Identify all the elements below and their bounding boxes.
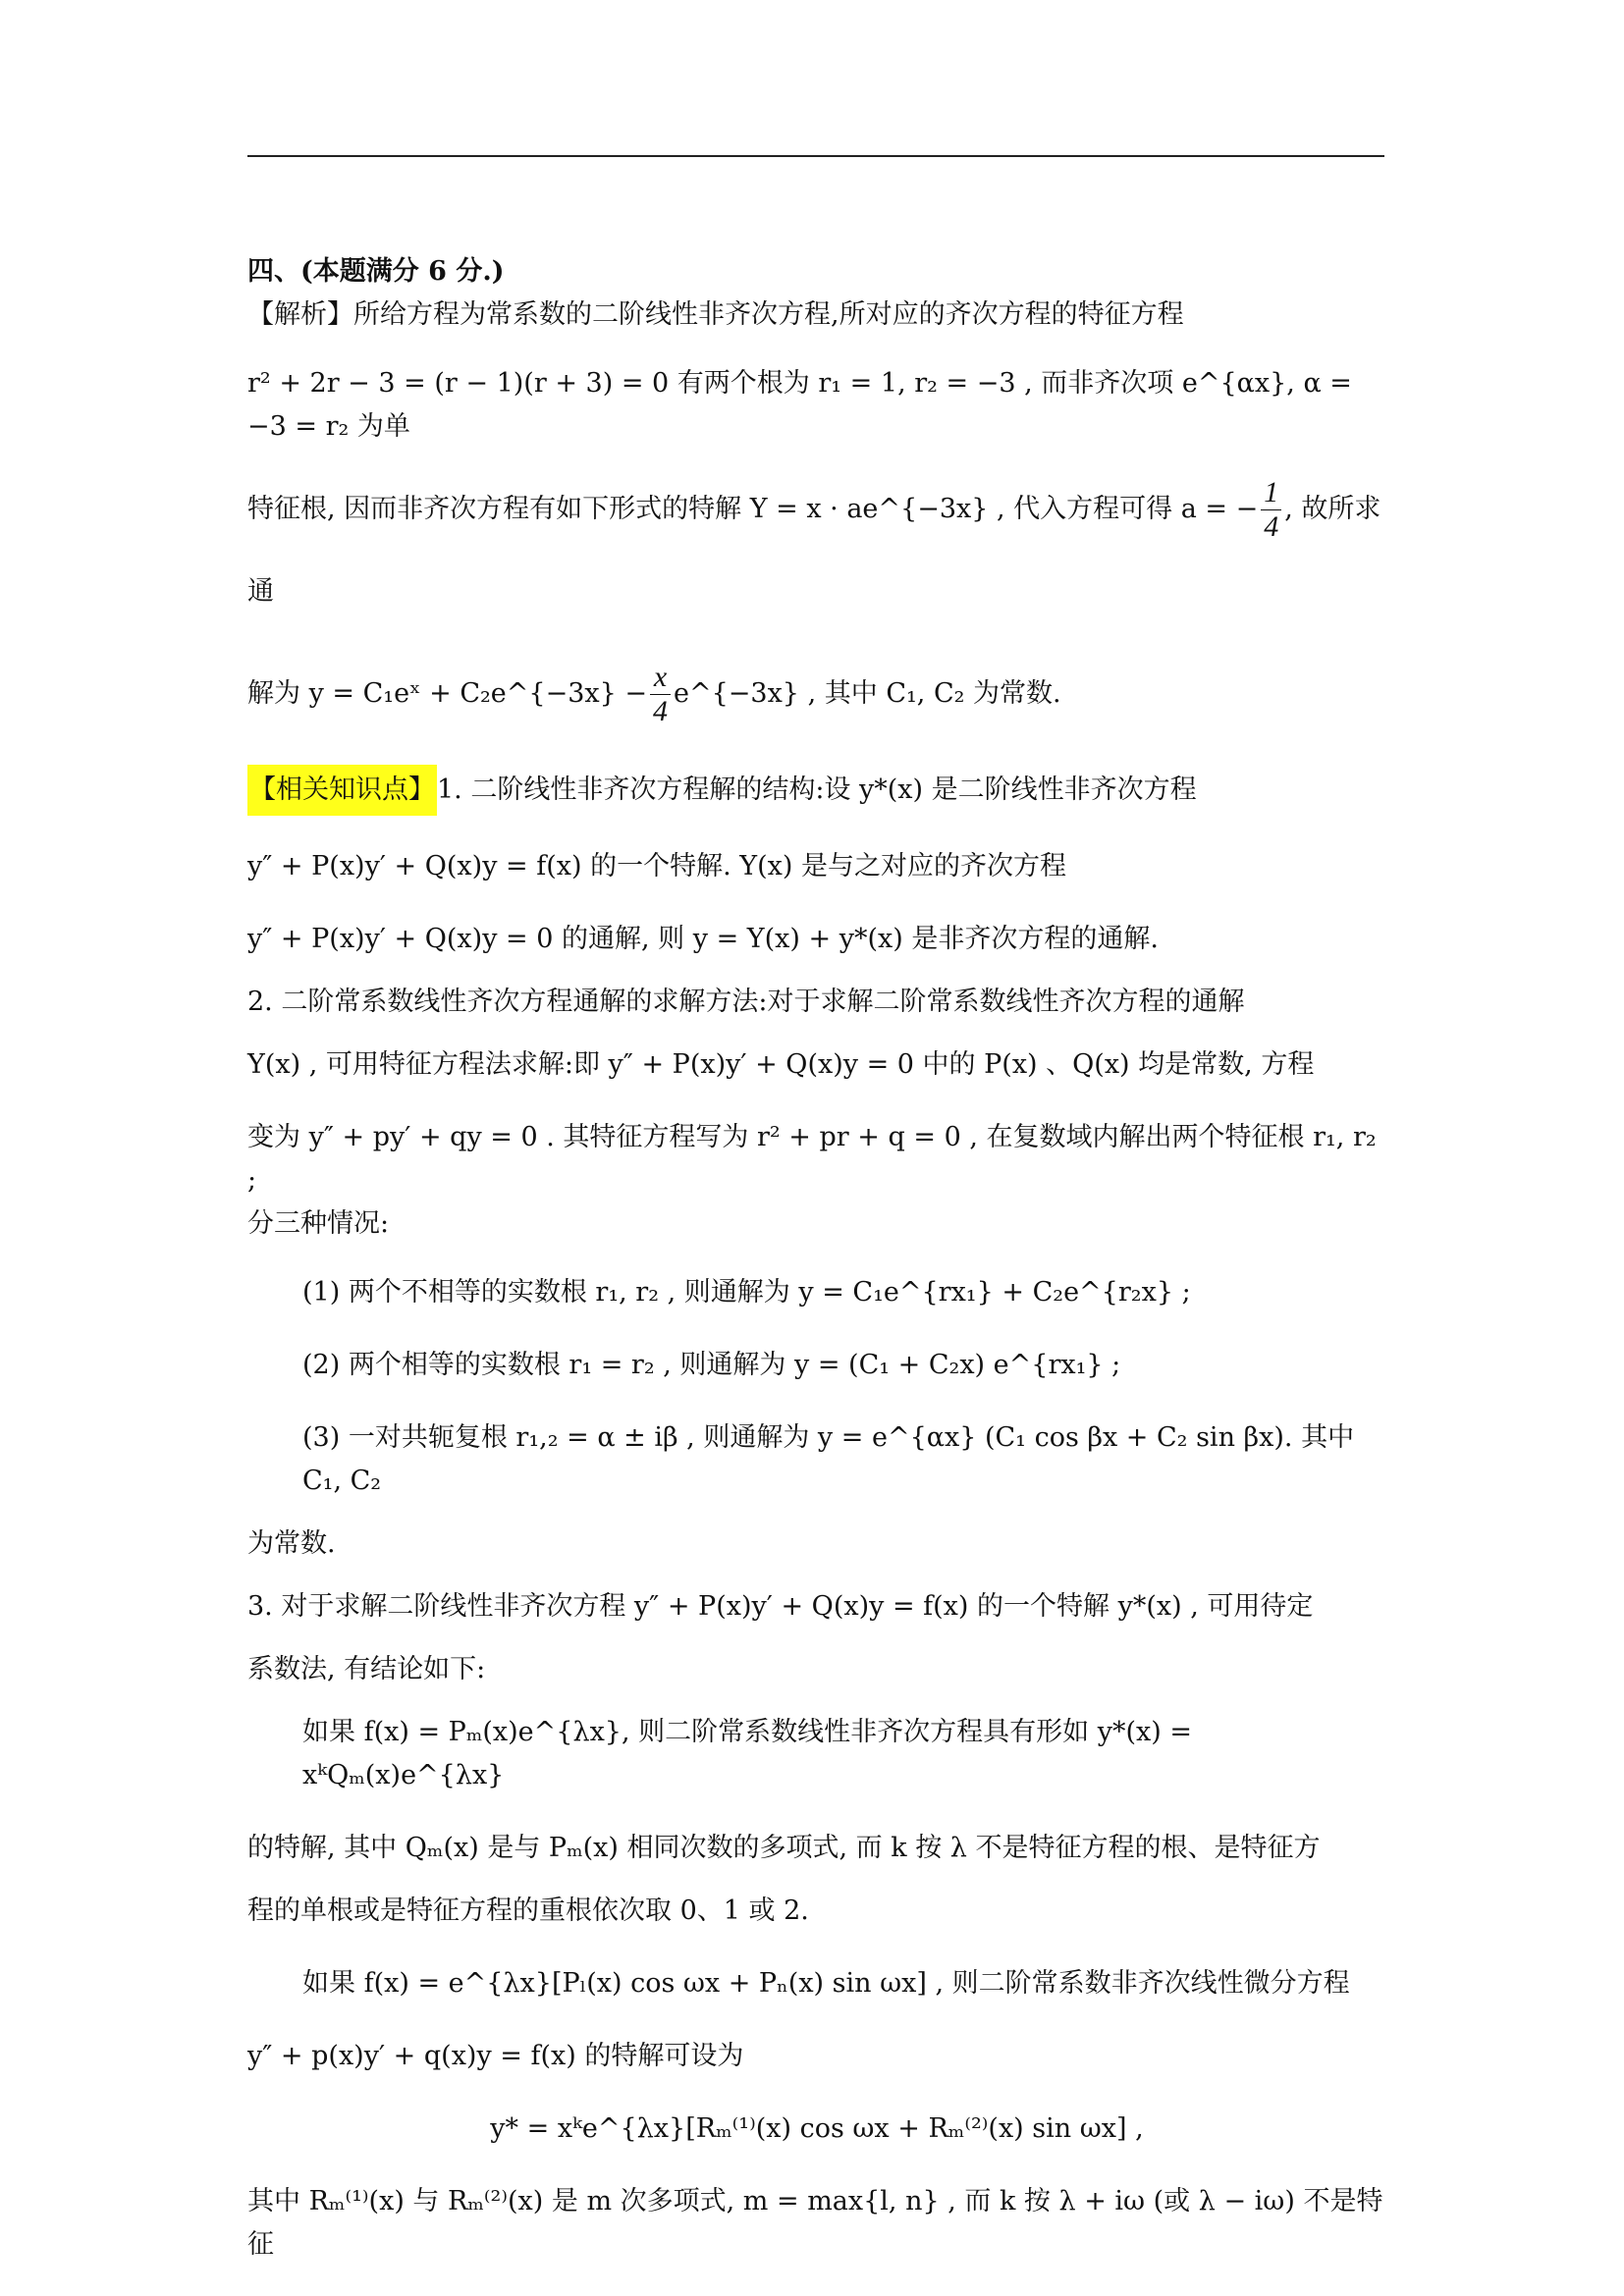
- analysis-line-3-text: 特征根, 因而非齐次方程有如下形式的特解 Y = x · ae^{−3x} , 代入方程可得 a = −: [247, 494, 1259, 524]
- fraction-denominator: 4: [1264, 510, 1279, 543]
- analysis-line-3: [247, 468, 1386, 633]
- knowledge-label-highlight: 【相关知识点】: [247, 765, 437, 816]
- analysis-line-4: [247, 653, 1386, 735]
- knowledge-3-line-5: 程的单根或是特征方程的重根依次取 0、1 或 2.: [247, 1896, 809, 1926]
- analysis-line-4-text: 解为 y = C₁eˣ + C₂e^{−3x} −: [247, 678, 647, 709]
- knowledge-2-line-3: 变为 y″ + py′ + qy = 0 . 其特征方程写为 r² + pr + q = 0 , 在复数域内解出两个特征根 r₁, r₂ ;: [247, 1122, 1377, 1196]
- analysis-line-2: r² + 2r − 3 = (r − 1)(r + 3) = 0 有两个根为 r₁ = 1, r₂ = −3 , 而非齐次项 e^{αx}, α = −3 = r₂ 为单: [247, 368, 1352, 442]
- knowledge-3-line-1: 3. 对于求解二阶线性非齐次方程 y″ + P(x)y′ + Q(x)y = f(x) 的一个特解 y*(x) , 可用待定: [247, 1591, 1314, 1622]
- knowledge-3-line-7: y″ + p(x)y′ + q(x)y = f(x) 的特解可设为: [247, 2041, 744, 2071]
- case-3: (3) 一对共轭复根 r₁,₂ = α ± iβ , 则通解为 y = e^{αx} (C₁ cos βx + C₂ sin βx). 其中 C₁, C₂: [302, 1422, 1355, 1496]
- fraction-numerator: 1: [1261, 476, 1281, 510]
- analysis-line-1: 【解析】所给方程为常系数的二阶线性非齐次方程,所对应的齐次方程的特征方程: [247, 299, 1184, 330]
- knowledge-3-line-2: 系数法, 有结论如下:: [247, 1654, 486, 1684]
- knowledge-3-line-3: 如果 f(x) = Pₘ(x)e^{λx}, 则二阶常系数线性非齐次方程具有形如 y*(x) = xᵏQₘ(x)e^{λx}: [302, 1717, 1192, 1790]
- knowledge-line-1: [247, 765, 1386, 816]
- fraction-numerator: x: [650, 661, 671, 695]
- header-rule: [247, 155, 1384, 157]
- knowledge-3-line-8: 其中 Rₘ⁽¹⁾(x) 与 Rₘ⁽²⁾(x) 是 m 次多项式, m = max{l, n} , 而 k 按 λ + iω (或 λ − iω) 不是特征: [247, 2186, 1383, 2260]
- knowledge-line-1-text: 1. 二阶线性非齐次方程解的结构:设 y*(x) 是二阶线性非齐次方程: [437, 774, 1197, 805]
- knowledge-line-3: y″ + P(x)y′ + Q(x)y = 0 的通解, 则 y = Y(x) + y*(x) 是非齐次方程的通解.: [247, 924, 1159, 954]
- case-2: (2) 两个相等的实数根 r₁ = r₂ , 则通解为 y = (C₁ + C₂x) e^{rx₁} ;: [302, 1350, 1121, 1380]
- section-title: 四、(本题满分 6 分.): [247, 256, 505, 287]
- case-3-continuation: 为常数.: [247, 1528, 336, 1559]
- knowledge-3-line-6: 如果 f(x) = e^{λx}[Pₗ(x) cos ωx + Pₙ(x) sin ωx] , 则二阶常系数非齐次线性微分方程: [302, 1968, 1350, 1999]
- knowledge-2-line-4: 分三种情况:: [247, 1208, 390, 1239]
- knowledge-line-2: y″ + P(x)y′ + Q(x)y = f(x) 的一个特解. Y(x) 是与之对应的齐次方程: [247, 851, 1066, 881]
- document-body: [247, 250, 1386, 2267]
- knowledge-3-line-4: 的特解, 其中 Qₘ(x) 是与 Pₘ(x) 相同次数的多项式, 而 k 按 λ 不是特征方程的根、是特征方: [247, 1833, 1321, 1863]
- particular-solution-formula: y* = xᵏe^{λx}[Rₘ⁽¹⁾(x) cos ωx + Rₘ⁽²⁾(x) sin ωx] ,: [490, 2113, 1144, 2144]
- knowledge-2-line-1: 2. 二阶常系数线性齐次方程通解的求解方法:对于求解二阶常系数线性齐次方程的通解: [247, 987, 1245, 1017]
- case-1: (1) 两个不相等的实数根 r₁, r₂ , 则通解为 y = C₁e^{rx₁} + C₂e^{r₂x} ;: [302, 1277, 1191, 1308]
- analysis-line-3-end: , 故所求通: [247, 494, 1381, 607]
- knowledge-2-line-2: Y(x) , 可用特征方程法求解:即 y″ + P(x)y′ + Q(x)y = 0 中的 P(x) 、Q(x) 均是常数, 方程: [247, 1049, 1315, 1080]
- fraction-denominator: 4: [653, 695, 668, 727]
- fraction-one-quarter: [1261, 476, 1281, 544]
- analysis-line-4-end: e^{−3x} , 其中 C₁, C₂ 为常数.: [674, 678, 1061, 709]
- fraction-x-quarter: [650, 661, 671, 728]
